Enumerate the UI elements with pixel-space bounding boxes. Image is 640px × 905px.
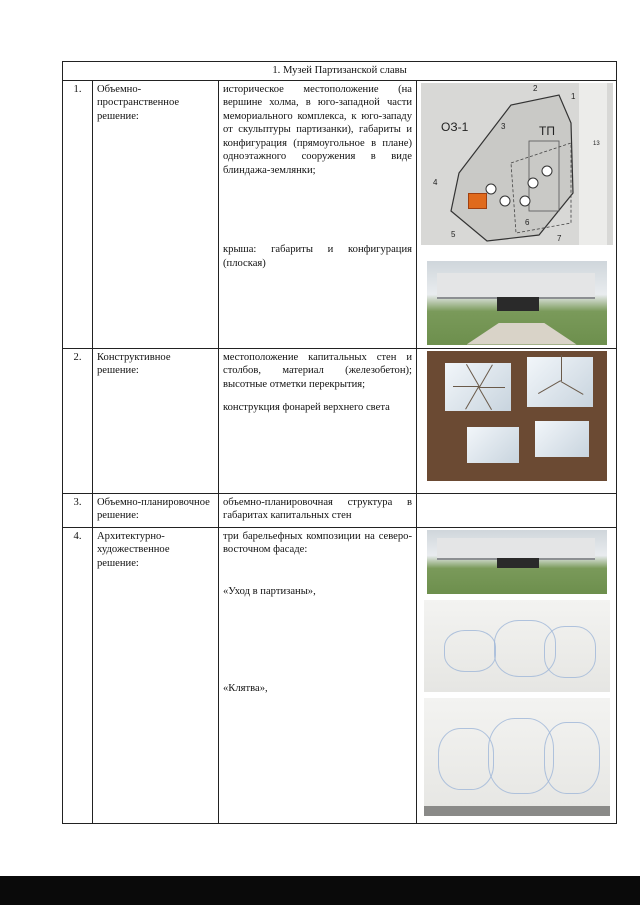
- roof-photo: [427, 261, 607, 345]
- relief-figure: [544, 722, 600, 794]
- row-number: 3.: [63, 493, 93, 527]
- roof-slab: [437, 273, 595, 299]
- table-row: [63, 527, 617, 823]
- table-row: [63, 80, 617, 348]
- description-text: историческое местоположение (на вершине холма, в юго-западной части мемориального комплекса, к юго-западу от скульптуры партизанки), габариты и конфигурация (прямоугольное в плане) одноэтажного сооружения в виде блиндажа-землянки;: [223, 83, 412, 176]
- facade-photo: [427, 530, 607, 594]
- description-text: «Уход в партизаны»,: [223, 585, 316, 597]
- relief-base: [424, 806, 610, 816]
- description-text: объемно-планировочная структура в габаритах капитальных стен: [223, 496, 412, 522]
- relief-figure: [544, 626, 596, 678]
- plan-label: ОЗ-1: [441, 119, 469, 134]
- plan-label: 7: [557, 233, 562, 243]
- table-row: [63, 348, 617, 493]
- description-text: «Клятва»,: [223, 683, 268, 695]
- table-title: 1. Музей Партизанской славы: [63, 62, 617, 81]
- roof-slab: [437, 538, 595, 560]
- row-category: Конструктивное решение:: [93, 348, 219, 493]
- description-text: конструкция фонарей верхнего света: [223, 402, 390, 414]
- skylight-pane: [535, 421, 589, 457]
- bas-relief-oath-photo: [424, 698, 610, 816]
- museum-footprint-marker: [468, 193, 487, 209]
- site-plan-image: [421, 83, 613, 245]
- plan-label: ТП: [539, 123, 555, 138]
- relief-figure: [438, 728, 494, 790]
- row-images: [417, 527, 617, 823]
- table-row: [63, 493, 617, 527]
- entrance-opening: [497, 297, 539, 311]
- row-description: [219, 527, 417, 823]
- description-text: местоположение капитальных стен и столбов, материал (железобетон); высотные отметки перекрытия;: [223, 351, 412, 390]
- row-description: [219, 80, 417, 348]
- spoke: [561, 355, 562, 381]
- monument-elements-table: [62, 61, 617, 824]
- row-images: [417, 80, 617, 348]
- row-images: [417, 348, 617, 493]
- skylight-pane: [467, 427, 519, 463]
- spoke: [479, 387, 505, 388]
- plan-label: 13: [593, 140, 600, 147]
- row-number: 2.: [63, 348, 93, 493]
- plan-label: 5: [451, 229, 456, 239]
- plan-label: 6: [525, 217, 530, 227]
- plan-road: [579, 83, 607, 245]
- row-description: [219, 348, 417, 493]
- row-number: 4.: [63, 527, 93, 823]
- plan-label: 3: [501, 121, 506, 131]
- spoke: [453, 386, 479, 387]
- description-text: крыша: габариты и конфигурация (плоская): [223, 244, 412, 269]
- skylight-photo: [427, 351, 607, 481]
- description-text: три барельефных композиции на северо-восточном фасаде:: [223, 530, 412, 556]
- row-category: Объемно-планировочное решение:: [93, 493, 219, 527]
- plan-label: 2: [533, 83, 538, 93]
- walkway: [467, 323, 577, 345]
- plan-label: 4: [433, 177, 438, 187]
- row-description: [219, 493, 417, 527]
- plan-label: 1: [571, 91, 576, 101]
- entrance-opening: [497, 558, 539, 568]
- relief-figure: [444, 630, 496, 672]
- scan-bottom-border: [0, 876, 640, 905]
- row-category: Архитектурно-художественное решение:: [93, 527, 219, 823]
- table-title-row: [63, 62, 617, 81]
- row-images: [417, 493, 617, 527]
- bas-relief-departure-photo: [424, 600, 610, 692]
- row-category: Объемно-пространственное решение:: [93, 80, 219, 348]
- row-number: 1.: [63, 80, 93, 348]
